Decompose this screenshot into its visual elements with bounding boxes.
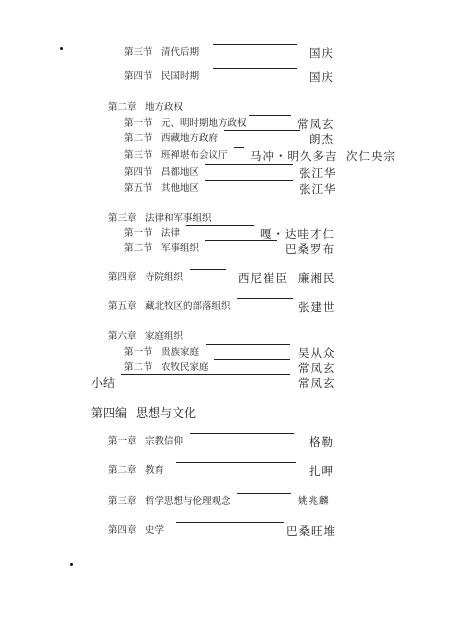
entry-author: 吴从众 xyxy=(298,346,336,360)
entry-author: 姚兆麟 xyxy=(298,496,330,507)
leader-line xyxy=(190,269,226,270)
scan-speck xyxy=(60,47,63,50)
leader-line xyxy=(213,44,297,45)
toc-entry xyxy=(0,298,450,316)
entry-number: 第四节 xyxy=(124,167,153,178)
entry-title: 哲学思想与伦理观念 xyxy=(145,496,231,507)
leader-line xyxy=(121,374,290,375)
entry-title: 史学 xyxy=(145,525,165,536)
entry-author: 张江华 xyxy=(299,166,337,180)
entry-number: 第五节 xyxy=(124,183,153,194)
toc-entry xyxy=(0,493,450,511)
entry-title: 西藏地方政府 xyxy=(161,133,219,144)
entry-number: 第二节 xyxy=(124,362,153,373)
leader-line xyxy=(224,130,300,131)
leader-line xyxy=(190,433,294,434)
entry-title: 清代后期 xyxy=(161,47,200,58)
entry-title: 小结 xyxy=(91,376,116,390)
entry-number: 第二节 xyxy=(124,243,153,254)
entry-title: 元、明时期地方政权 xyxy=(161,118,247,129)
entry-number: 第四章 xyxy=(108,525,137,536)
entry-title: 贵族家庭 xyxy=(161,347,200,358)
chapter-number: 第三章 xyxy=(108,213,137,224)
leader-line xyxy=(186,225,254,226)
toc-entry xyxy=(0,433,450,451)
chapter-title: 家庭组织 xyxy=(145,331,184,342)
toc-entry xyxy=(0,147,450,165)
entry-title: 昌都地区 xyxy=(161,167,200,178)
entry-title: 寺院组织 xyxy=(145,272,184,283)
entry-number: 第三章 xyxy=(108,496,137,507)
chapter-title: 法律和军事组织 xyxy=(145,213,212,224)
entry-title: 民国时期 xyxy=(161,71,200,82)
entry-title: 军事组织 xyxy=(161,243,200,254)
entry-author: 马冲・明久多吉 xyxy=(250,149,338,163)
leader-line xyxy=(205,164,293,165)
toc-entry xyxy=(0,462,450,480)
entry-title: 农牧民家庭 xyxy=(161,362,209,373)
entry-author: 格勒 xyxy=(309,435,334,449)
leader-line xyxy=(214,359,290,360)
entry-author: 张江华 xyxy=(299,182,337,196)
entry-number: 第一章 xyxy=(108,436,137,447)
entry-author: 朗杰 xyxy=(309,132,334,146)
entry-number: 第四节 xyxy=(124,71,153,82)
toc-entry xyxy=(0,68,450,86)
leader-line xyxy=(206,344,290,345)
scan-speck xyxy=(70,563,73,566)
entry-title: 其他地区 xyxy=(161,183,200,194)
entry-author: 嘎・达哇才仁 xyxy=(260,227,335,241)
entry-author: 扎呷 xyxy=(309,464,334,478)
entry-title: 教育 xyxy=(145,465,165,476)
entry-number: 第四章 xyxy=(108,272,137,283)
leader-line xyxy=(176,462,296,463)
entry-number: 第五章 xyxy=(108,301,137,312)
toc-entry xyxy=(0,269,450,287)
entry-number: 第二章 xyxy=(108,465,137,476)
toc-entry xyxy=(0,522,450,540)
entry-author: 常凤玄 xyxy=(297,117,335,131)
entry-author: 西尼崔臣 xyxy=(238,271,288,285)
entry-author-2: 次仁央宗 xyxy=(346,149,396,163)
entry-title: 班禅堪布会议厅 xyxy=(161,150,228,161)
entry-author: 国庆 xyxy=(309,70,334,84)
leader-line xyxy=(249,115,291,116)
entry-number: 第一节 xyxy=(124,228,153,239)
chapter-number: 第二章 xyxy=(108,102,137,113)
part-heading xyxy=(0,404,450,422)
leader-line xyxy=(234,147,244,148)
chapter-title: 地方政权 xyxy=(145,102,184,113)
leader-line xyxy=(213,68,297,69)
entry-title: 藏北牧区的部落组织 xyxy=(145,301,231,312)
part-number: 第四编 xyxy=(91,406,128,420)
leader-line xyxy=(176,522,284,523)
entry-author: 常凤玄 xyxy=(298,361,336,375)
entry-author: 常凤玄 xyxy=(298,376,336,390)
toc-entry xyxy=(0,130,450,148)
toc-entry xyxy=(0,180,450,198)
toc-entry xyxy=(0,240,450,258)
entry-title: 法律 xyxy=(161,228,181,239)
leader-line xyxy=(237,298,293,299)
entry-author: 巴桑旺堆 xyxy=(286,524,336,538)
entry-number: 第三节 xyxy=(124,47,153,58)
leader-line xyxy=(205,180,293,181)
entry-number: 第一节 xyxy=(124,118,153,129)
entry-title: 宗教信仰 xyxy=(145,436,184,447)
entry-author: 张建世 xyxy=(298,300,336,314)
chapter-number: 第六章 xyxy=(108,331,137,342)
leader-line xyxy=(205,240,277,241)
entry-number: 第一节 xyxy=(124,347,153,358)
entry-author: 国庆 xyxy=(309,46,334,60)
entry-author: 巴桑罗布 xyxy=(285,242,335,256)
leader-line xyxy=(237,493,291,494)
part-title: 思想与文化 xyxy=(136,406,197,420)
entry-author-2: 廉湘民 xyxy=(298,271,336,285)
entry-number: 第三节 xyxy=(124,150,153,161)
toc-entry xyxy=(0,44,450,62)
toc-entry xyxy=(0,374,450,392)
entry-number: 第二节 xyxy=(124,133,153,144)
